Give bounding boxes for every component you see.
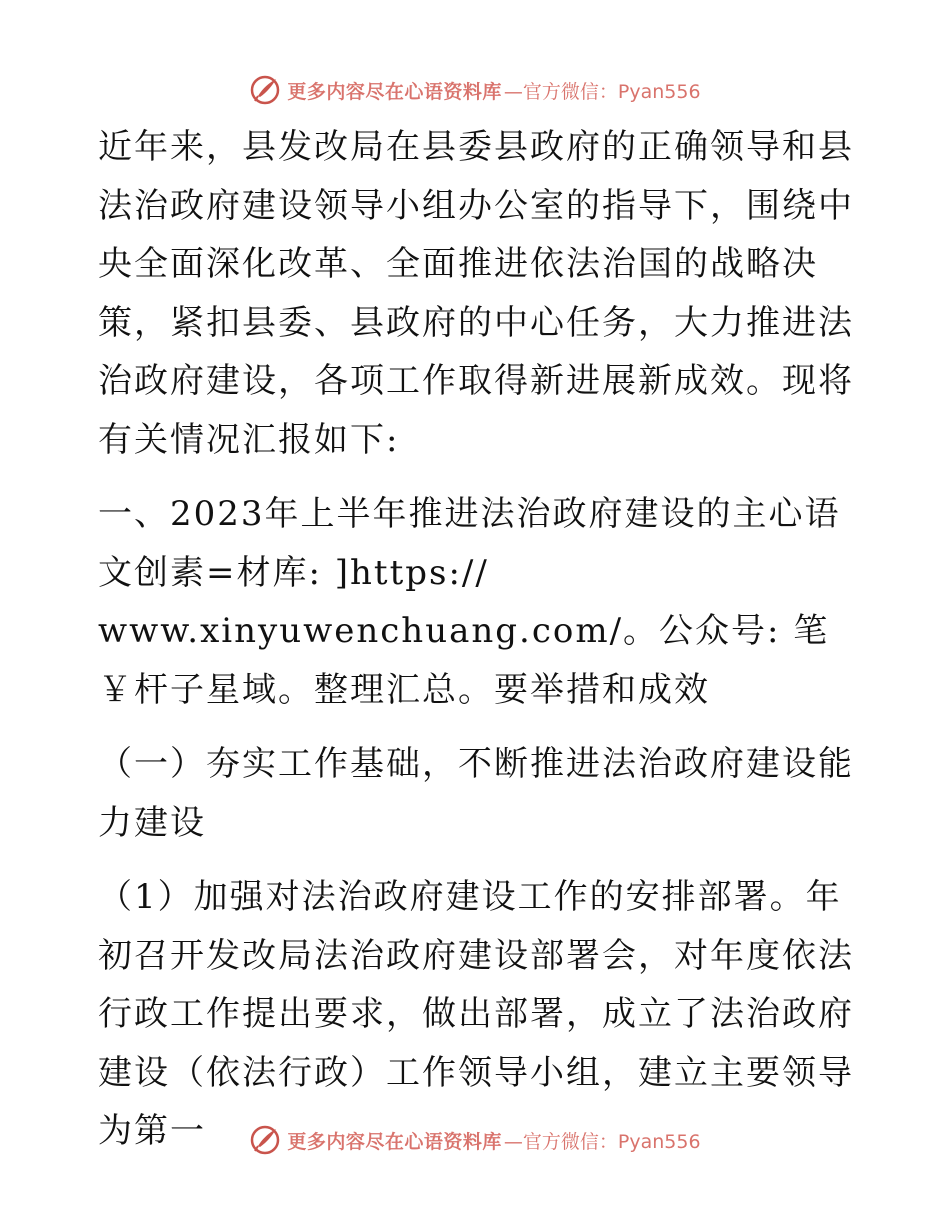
- paragraph-source-note: www.xinyuwenchuang.com/。公众号: 笔￥杆子星域。整理汇总。要举措和成效: [98, 611, 830, 710]
- header-banner: [0, 70, 950, 110]
- paragraph-intro: 近年来，县发改局在县委县政府的正确领导和县法治政府建设领导小组办公室的指导下，围绕中央全面深化改革、全面推进依法治国的战略决策，紧扣县委、县政府的中心任务，大力推进法治政府建设，各项工作取得新进展新成效。现将有关情况汇报如下:: [98, 127, 854, 460]
- banner-wechat: —官方微信：Pyan556: [503, 1130, 701, 1153]
- paragraph-section-heading: 一、2023年上半年推进法治政府建设的主心语文创素=材库: ]https://: [98, 494, 841, 593]
- quill-logo-icon: [249, 1124, 281, 1156]
- banner-title: 更多内容尽在心语资料库: [287, 1130, 502, 1153]
- banner-wechat: —官方微信：Pyan556: [503, 80, 701, 103]
- paragraph-item-1: （1）加强对法治政府建设工作的安排部署。年初召开发改局法治政府建设部署会，对年度依法行政工作提出要求，做出部署，成立了法治政府建设（依法行政）工作领导小组，建立主要领导为第一: [98, 877, 854, 1151]
- footer-banner: [0, 1120, 950, 1160]
- quill-logo-icon: [249, 74, 281, 106]
- document-body: [98, 118, 858, 1161]
- banner-title: 更多内容尽在心语资料库: [287, 80, 502, 103]
- paragraph-subheading: （一）夯实工作基础，不断推进法治政府建设能力建设: [98, 744, 854, 843]
